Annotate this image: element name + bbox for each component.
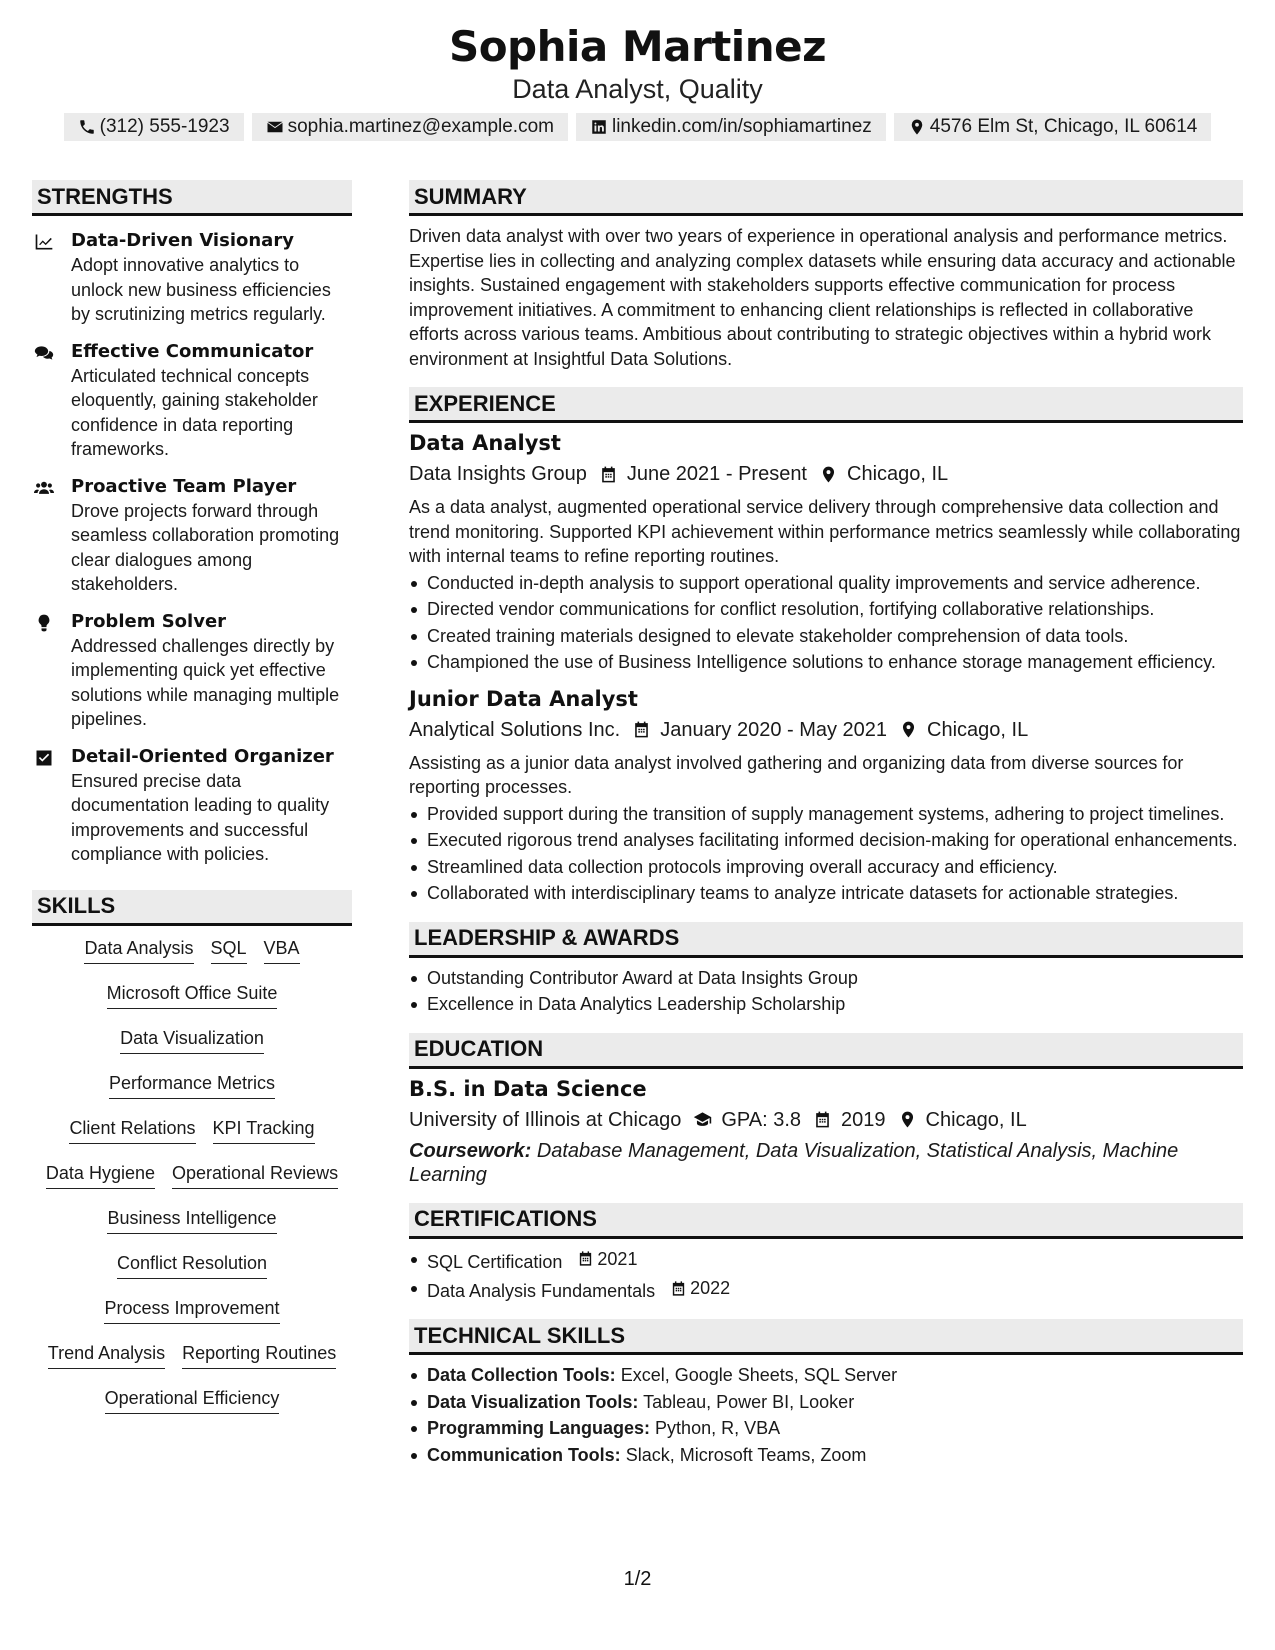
strength-title: Effective Communicator	[71, 340, 314, 362]
job-entry	[409, 685, 1243, 906]
coursework-label: Coursework:	[409, 1139, 532, 1162]
comments-icon	[34, 343, 54, 363]
certification-name: SQL Certification	[427, 1251, 563, 1272]
linkedin-icon	[590, 118, 608, 136]
summary-heading: SUMMARY	[409, 180, 1243, 216]
contact-bar	[0, 113, 1275, 141]
skill-tag: Data Analysis	[84, 936, 193, 964]
school-location: Chicago, IL	[925, 1108, 1027, 1131]
map-pin-icon	[908, 118, 926, 136]
job-description: Assisting as a junior data analyst involved gathering and organizing data from diverse sources for reporting processes.	[409, 752, 1184, 797]
education-heading: EDUCATION	[409, 1033, 1243, 1069]
tech-skill-value: Slack, Microsoft Teams, Zoom	[625, 1444, 867, 1465]
calendar-icon	[632, 720, 651, 739]
skill-tag: Business Intelligence	[107, 1206, 276, 1234]
calendar-icon	[599, 465, 618, 484]
strength-desc: Ensured precise data documentation leading to quality improvements and successful compliance with policies.	[71, 770, 330, 864]
skill-tag: KPI Tracking	[213, 1116, 315, 1144]
skill-tag: Trend Analysis	[48, 1341, 165, 1369]
page-number: 1/2	[623, 1568, 652, 1590]
skill-tag: Operational Efficiency	[105, 1386, 280, 1414]
skill-tag: Conflict Resolution	[117, 1251, 267, 1279]
skill-tag: Reporting Routines	[182, 1341, 336, 1369]
strength-desc: Adopt innovative analytics to unlock new business efficiencies by scrutinizing metrics regularly.	[71, 255, 331, 324]
job-entry	[409, 429, 1243, 675]
certifications-heading: CERTIFICATIONS	[409, 1203, 1243, 1239]
technical-skills-list	[409, 1363, 1243, 1467]
skills-heading: SKILLS	[32, 890, 352, 926]
right-column	[409, 180, 1243, 1467]
skill-tag: Performance Metrics	[109, 1071, 275, 1099]
skill-tag: Process Improvement	[104, 1296, 279, 1324]
users-icon	[34, 478, 54, 498]
calendar-icon	[670, 1280, 687, 1297]
job-dates: January 2020 - May 2021	[660, 718, 888, 741]
education-meta	[409, 1105, 1243, 1135]
certification-item	[409, 1247, 1243, 1274]
tech-skill-label: Programming Languages:	[427, 1418, 651, 1438]
skill-tag: Client Relations	[69, 1116, 195, 1144]
award-item: Outstanding Contributor Award at Data Insights Group	[409, 966, 1243, 991]
tech-skill-value: Python, R, VBA	[655, 1418, 781, 1438]
checkbox-icon	[34, 748, 54, 768]
job-bullets	[409, 571, 1243, 675]
email-chip[interactable]	[252, 113, 568, 141]
tech-skill-value: Tableau, Power BI, Looker	[643, 1391, 855, 1412]
address-text: 4576 Elm St, Chicago, IL 60614	[929, 116, 1198, 137]
left-column	[32, 180, 352, 1431]
tech-skill-item	[409, 1443, 1243, 1468]
strength-title: Problem Solver	[71, 610, 227, 632]
certifications-list	[409, 1247, 1243, 1304]
phone-chip[interactable]	[64, 113, 244, 141]
job-description: As a data analyst, augmented operational service delivery through comprehensive data collection and trend monitoring. Supported KPI achievement within performance metrics seamlessly while collaborating with internal teams to refine reporting routines.	[409, 497, 1241, 566]
linkedin-text: linkedin.com/in/sophiamartinez	[611, 116, 872, 137]
skill-tag: Microsoft Office Suite	[107, 981, 278, 1009]
strength-item	[32, 610, 352, 732]
summary-text: Driven data analyst with over two years of experience in operational analysis and performance metrics. Expertise lies in collecting and analyzing complex datasets while ensuring data accuracy and actionable insights. Sustained engagement with stakeholders supports effective communication for process improvement initiatives. A commitment to enhancing client relationships is reflected in collaborative efforts across various teams. Ambitious about contributing to strategic objectives within a hybrid work environment at Insightful Data Solutions.	[409, 226, 1236, 369]
leadership-heading: LEADERSHIP & AWARDS	[409, 922, 1243, 958]
chart-line-icon	[34, 232, 54, 252]
certification-year: 2022	[690, 1277, 731, 1298]
candidate-role: Data Analyst, Quality	[512, 74, 763, 104]
tech-skill-label: Data Collection Tools:	[427, 1365, 616, 1385]
calendar-icon	[577, 1250, 594, 1267]
job-bullet: Created training materials designed to elevate stakeholder comprehension of data tools.	[409, 624, 1243, 649]
phone-icon	[78, 118, 96, 136]
coursework	[409, 1139, 1243, 1187]
job-bullet: Championed the use of Business Intelligence solutions to enhance storage management efficiency.	[409, 650, 1243, 675]
job-title: Data Analyst	[409, 431, 561, 455]
envelope-icon	[266, 118, 284, 136]
job-bullet: Directed vendor communications for conflict resolution, fortifying collaborative relationships.	[409, 597, 1243, 622]
map-pin-icon	[899, 720, 918, 739]
job-title: Junior Data Analyst	[409, 686, 638, 711]
job-meta	[409, 715, 1243, 745]
skill-tag: SQL	[211, 936, 247, 964]
job-bullet: Conducted in-depth analysis to support operational quality improvements and service adherence.	[409, 571, 1243, 596]
job-bullets	[409, 802, 1243, 906]
strength-item	[32, 229, 352, 327]
graduation-cap-icon	[693, 1110, 712, 1129]
strengths-heading: STRENGTHS	[32, 180, 352, 216]
coursework-text: Database Management, Data Visualization, Statistical Analysis, Machine Learning	[409, 1139, 1179, 1186]
tech-skill-item	[409, 1363, 1243, 1388]
candidate-name: Sophia Martinez	[448, 22, 827, 71]
strength-item	[32, 745, 352, 867]
tech-skill-value: Excel, Google Sheets, SQL Server	[620, 1365, 898, 1385]
leadership-list	[409, 966, 1243, 1017]
job-location: Chicago, IL	[847, 463, 949, 485]
job-bullet: Streamlined data collection protocols improving overall accuracy and efficiency.	[409, 855, 1243, 880]
job-location: Chicago, IL	[927, 718, 1029, 741]
tech-skill-label: Communication Tools:	[427, 1444, 621, 1465]
award-item: Excellence in Data Analytics Leadership Scholarship	[409, 992, 1243, 1017]
gpa: GPA: 3.8	[721, 1108, 802, 1131]
graduation-year: 2019	[841, 1108, 886, 1131]
technical-skills-heading: TECHNICAL SKILLS	[409, 1319, 1243, 1355]
skill-tag: Data Hygiene	[46, 1161, 155, 1189]
job-meta	[409, 459, 1243, 489]
strength-title: Proactive Team Player	[71, 475, 297, 497]
job-company: Analytical Solutions Inc.	[409, 718, 621, 741]
strength-desc: Addressed challenges directly by implementing quick yet effective solutions while managing multiple pipelines.	[71, 635, 340, 729]
job-company: Data Insights Group	[409, 463, 587, 485]
job-dates: June 2021 - Present	[626, 463, 807, 485]
phone-text: (312) 555-1923	[99, 116, 230, 137]
tech-skill-item	[409, 1416, 1243, 1441]
experience-heading: EXPERIENCE	[409, 387, 1243, 423]
skill-tag: VBA	[264, 936, 300, 964]
skill-tag: Operational Reviews	[172, 1161, 338, 1189]
certification-name: Data Analysis Fundamentals	[427, 1280, 656, 1301]
school-name: University of Illinois at Chicago	[409, 1108, 682, 1131]
job-bullet: Collaborated with interdisciplinary teams to analyze intricate datasets for actionable strategies.	[409, 881, 1243, 906]
skills-list	[32, 936, 352, 1431]
certification-year: 2021	[597, 1248, 638, 1269]
skill-tag: Data Visualization	[120, 1026, 264, 1054]
certification-item	[409, 1276, 1243, 1303]
map-pin-icon	[819, 465, 838, 484]
lightbulb-icon	[34, 613, 54, 633]
map-pin-icon	[898, 1110, 917, 1129]
linkedin-chip[interactable]	[576, 113, 886, 141]
calendar-icon	[813, 1110, 832, 1129]
tech-skill-item	[409, 1390, 1243, 1415]
degree-title: B.S. in Data Science	[409, 1076, 647, 1101]
tech-skill-label: Data Visualization Tools:	[427, 1391, 639, 1412]
strength-desc: Articulated technical concepts eloquently, gaining stakeholder confidence in data reporting frameworks.	[71, 365, 318, 459]
strength-title: Data-Driven Visionary	[71, 230, 294, 251]
strength-desc: Drove projects forward through seamless collaboration promoting clear dialogues among stakeholders.	[71, 500, 340, 594]
strength-item	[32, 340, 352, 462]
address-chip	[894, 113, 1212, 141]
strength-item	[32, 475, 352, 597]
job-bullet: Executed rigorous trend analyses facilitating informed decision-making for operational enhancements.	[409, 828, 1243, 853]
job-bullet: Provided support during the transition of supply management systems, adhering to project timelines.	[409, 802, 1243, 827]
strength-title: Detail-Oriented Organizer	[71, 745, 334, 767]
email-text: sophia.martinez@example.com	[287, 116, 554, 137]
